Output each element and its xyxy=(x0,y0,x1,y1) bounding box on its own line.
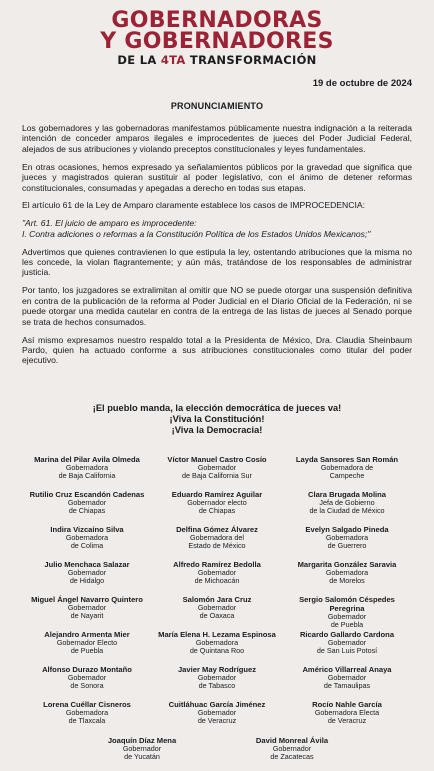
signatory-state: de Puebla xyxy=(330,620,364,629)
signature-block xyxy=(22,630,152,665)
signatory-name: Layda Sansores San Román xyxy=(295,455,399,464)
signature-block xyxy=(22,595,152,630)
signatory-state: de Veracruz xyxy=(197,716,237,725)
signatory-role: Gobernadora xyxy=(325,568,369,577)
signatory-state: de Oaxaca xyxy=(199,611,235,620)
slogan-2: ¡Viva la Constitución! xyxy=(169,414,265,424)
signatory-role: Gobernador xyxy=(197,463,237,472)
signatory-state: de Guerrero xyxy=(327,541,367,550)
paragraph-5: Por tanto, los juzgadores se extralimitan al omitir que NO se puede otorgar una suspensión definitiva en contra de la publicación de la reforma al Poder Judicial en el Diario Oficial de la Federación, ni se puede otorgar una medida cautelar en contra de la entrega de las listas de jueces al Senado porque se trata de hechos consumados. xyxy=(22,285,412,327)
signatory-name: Margarita González Saravia xyxy=(297,560,397,569)
signatory-state: de Baja California xyxy=(58,471,116,480)
signatory-name: Américo Villarreal Anaya xyxy=(302,665,392,674)
signatory-name: Julio Menchaca Salazar xyxy=(44,560,130,569)
signatory-role: Gobernador xyxy=(197,708,237,717)
signatory-state: de Tlaxcala xyxy=(68,716,106,725)
signature-block xyxy=(22,455,152,490)
signatory-role: Gobernadora xyxy=(65,533,109,542)
signature-block xyxy=(22,700,152,735)
logo xyxy=(0,10,434,68)
quote-line-2: I. Contra adiciones o reformas a la Constitución Política de los Estados Unidos Mexicanos;" xyxy=(22,228,371,239)
signatory-role: Gobernador xyxy=(67,603,107,612)
signatory-name: Alfredo Ramírez Bedolla xyxy=(173,560,261,569)
signatory-role: Gobernadora de xyxy=(320,463,374,472)
signatory-name: Clara Brugada Molina xyxy=(307,490,387,499)
signatory-name: Sergio Salomón Céspedes Peregrina xyxy=(299,595,395,613)
signatory-name: Eduardo Ramírez Aguilar xyxy=(171,490,263,499)
signature-row xyxy=(22,525,412,560)
signature-row xyxy=(22,595,412,630)
signatory-state: de Puebla xyxy=(70,646,104,655)
signature-row xyxy=(22,700,412,735)
document-body xyxy=(22,123,412,373)
paragraph-1: Los gobernadores y las gobernadoras manifestamos públicamente nuestra indignación a la reiterada intención de conceder amparos ilegales e improcedentes de jueces del Poder Judicial Federal, alejados de sus atribuciones y violando preceptos constitucionales y leyes fundamentales. xyxy=(22,123,412,154)
signatory-state: de Veracruz xyxy=(327,716,367,725)
signature-row xyxy=(22,630,412,665)
signature-block xyxy=(282,595,412,630)
slogan-3: ¡Viva la Democracia! xyxy=(171,425,263,435)
signature-block xyxy=(22,665,152,700)
signatory-state: de Yucatán xyxy=(124,752,160,761)
logo-line-3 xyxy=(0,53,434,68)
signatory-name: David Monreal Ávila xyxy=(255,736,329,745)
logo-line-2: Y GOBERNADORES xyxy=(100,29,334,54)
signature-block xyxy=(152,560,282,595)
signature-block xyxy=(22,560,152,595)
signatory-name: Indira Vizcaíno Silva xyxy=(50,525,124,534)
signatory-role: Gobernadora xyxy=(195,638,239,647)
signature-block xyxy=(152,665,282,700)
signatory-name: Rocío Nahle García xyxy=(312,700,382,709)
signatory-role: Gobernador electo xyxy=(187,498,247,507)
signature-block xyxy=(282,560,412,595)
signature-row xyxy=(22,665,412,700)
signatory-name: Miguel Ángel Navarro Quintero xyxy=(31,595,143,604)
signature-block xyxy=(82,736,202,761)
signatory-role: Gobernador xyxy=(327,612,367,621)
signatory-name: Rutilio Cruz Escandón Cadenas xyxy=(29,490,145,499)
signatory-role: Jefa de Gobierno xyxy=(319,498,375,507)
signature-block xyxy=(152,525,282,560)
signature-block xyxy=(282,665,412,700)
signature-block xyxy=(232,736,352,761)
law-quote xyxy=(22,218,412,239)
signature-row xyxy=(22,490,412,525)
logo-line-1: GOBERNADORAS xyxy=(111,8,323,33)
signatory-state: de Chiapas xyxy=(198,506,236,515)
slogan-1: ¡El pueblo manda, la elección democrática de jueces va! xyxy=(92,403,342,413)
signature-block xyxy=(152,455,282,490)
signatory-state: de Colima xyxy=(70,541,104,550)
signatory-name: Javier May Rodríguez xyxy=(177,665,257,674)
signatory-role: Gobernador xyxy=(327,638,367,647)
signatory-name: Salomón Jara Cruz xyxy=(182,595,252,604)
signature-block xyxy=(22,525,152,560)
signatory-name: Cuitláhuac García Jiménez xyxy=(168,700,266,709)
signature-block xyxy=(152,595,282,630)
signatory-role: Gobernadora xyxy=(325,533,369,542)
signatory-state: de Hidalgo xyxy=(69,576,105,585)
signature-block xyxy=(282,700,412,735)
signatory-name: María Elena H. Lezama Espinosa xyxy=(158,630,276,639)
paragraph-3: El artículo 61 de la Ley de Amparo claramente establece los casos de IMPROCEDENCIA: xyxy=(22,200,365,211)
signatory-state: de Baja California Sur xyxy=(182,471,252,480)
logo-prefix: DE LA xyxy=(117,53,157,67)
signatory-state: de la Ciudad de México xyxy=(309,506,385,515)
signatory-role: Gobernador xyxy=(197,568,237,577)
signatory-name: Ricardo Gallardo Cardona xyxy=(299,630,395,639)
slogans xyxy=(0,403,434,436)
logo-highlight: 4TA xyxy=(160,53,186,67)
signatory-name: Lorena Cuéllar Cisneros xyxy=(43,700,131,709)
signatory-role: Gobernador xyxy=(327,673,367,682)
signature-block xyxy=(152,630,282,665)
signature-block xyxy=(282,525,412,560)
signature-grid xyxy=(22,455,412,735)
paragraph-2: En otras ocasiones, hemos expresado ya señalamientos públicos por la gravedad que significa que jueces y magistrados quieran sustituir al poder legislativo, con el ánimo de detener reformas constitucionales, consumadas y apegadas a derecho en todas sus etapas. xyxy=(22,161,412,193)
signatory-role: Gobernador xyxy=(197,603,237,612)
signature-block xyxy=(282,455,412,490)
signature-block xyxy=(282,630,412,665)
signatory-role: Gobernador xyxy=(272,744,312,753)
quote-line-1: "Art. 61. El juicio de amparo es improcedente: xyxy=(22,218,197,229)
signatory-state: de Sonora xyxy=(70,681,104,690)
signatory-role: Gobernador xyxy=(67,673,107,682)
signatory-role: Gobernador xyxy=(67,498,107,507)
signatory-name: Marina del Pilar Avila Olmeda xyxy=(34,455,140,464)
signatory-role: Gobernadora xyxy=(65,708,109,717)
signature-block xyxy=(152,490,282,525)
signatory-state: Estado de México xyxy=(188,541,246,550)
signature-block xyxy=(22,490,152,525)
document-title: PRONUNCIAMIENTO xyxy=(170,101,264,111)
signatory-state: de Tamaulipas xyxy=(323,681,371,690)
signatory-state: Campeche xyxy=(329,471,365,480)
signatory-role: Gobernadora del xyxy=(190,533,244,542)
signature-block xyxy=(152,700,282,735)
signatory-state: de Zacatecas xyxy=(270,752,314,761)
signatory-state: de Nayarit xyxy=(70,611,104,620)
paragraph-4: Advertimos que quienes contravienen lo que estipula la ley, ostentando atribuciones que la misma no les concede, la violan flagrantemente; y aún más, tratándose de los responsables de administrar justicia. xyxy=(22,246,412,278)
signatory-name: Alfonso Durazo Montaño xyxy=(42,665,132,674)
signature-block xyxy=(282,490,412,525)
signature-row xyxy=(22,455,412,490)
signatory-role: Gobernador Electo xyxy=(56,638,118,647)
signatory-name: Alejandro Armenta Mier xyxy=(44,630,130,639)
signature-row xyxy=(22,560,412,595)
signatory-state: de Morelos xyxy=(329,576,365,585)
signatory-state: de San Luis Potosí xyxy=(316,646,378,655)
signatory-state: de Michoacán xyxy=(194,576,240,585)
signature-last-row xyxy=(0,736,434,761)
document-date: 19 de octubre de 2024 xyxy=(312,78,412,89)
signatory-state: de Quintana Roo xyxy=(189,646,245,655)
signatory-role: Gobernadora Electa xyxy=(314,708,380,717)
signatory-role: Gobernador xyxy=(197,673,237,682)
signatory-role: Gobernador xyxy=(67,568,107,577)
signatory-state: de Tabasco xyxy=(198,681,236,690)
signatory-name: Víctor Manuel Castro Cosío xyxy=(167,455,267,464)
signatory-state: de Chiapas xyxy=(68,506,106,515)
logo-suffix: TRANSFORMACIÓN xyxy=(189,53,317,67)
paragraph-6: Así mismo expresamos nuestro respaldo total a la Presidenta de México, Dra. Claudia Sheinbaum Pardo, quien ha actuado conforme a sus atribuciones constitucionales como titular del poder ejecutivo. xyxy=(22,334,412,366)
signatory-name: Evelyn Salgado Pineda xyxy=(305,525,389,534)
signatory-role: Gobernadora xyxy=(65,463,109,472)
signatory-name: Delfina Gómez Álvarez xyxy=(176,525,258,534)
signatory-role: Gobernador xyxy=(122,744,162,753)
signatory-name: Joaquín Díaz Mena xyxy=(107,736,177,745)
